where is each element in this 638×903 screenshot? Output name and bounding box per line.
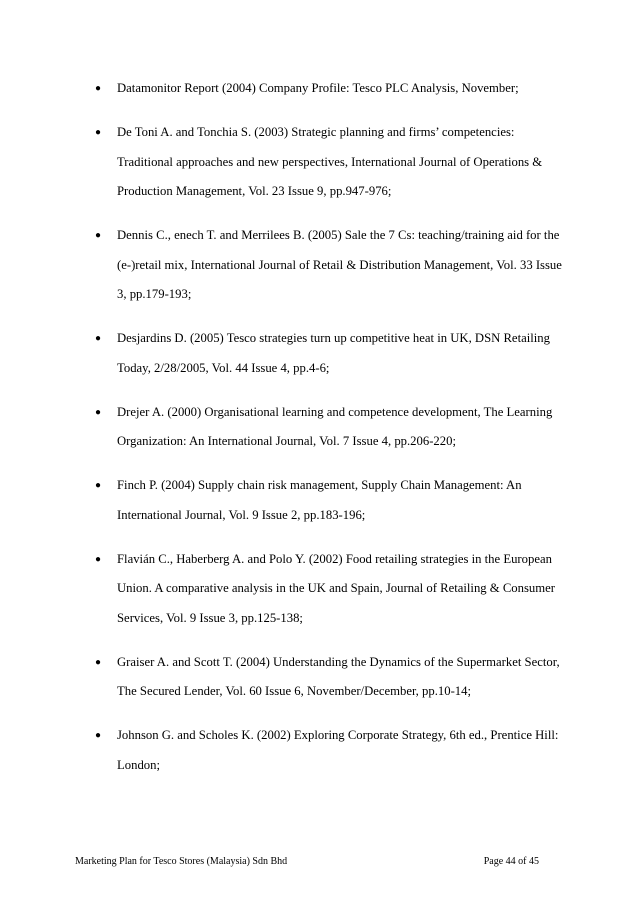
- bullet-icon: ●: [95, 730, 102, 741]
- reference-item: [95, 398, 565, 457]
- bullet-icon: ●: [95, 656, 102, 668]
- bullet-icon: ●: [95, 553, 102, 565]
- bullet-icon: ●: [95, 127, 102, 138]
- reference-list: [95, 74, 565, 795]
- reference-text: Graiser A. and Scott T. (2004) Understanding the Dynamics of the Supermarket Sector, The Secured Lender, Vol. 60 Issue 6, November/December, pp.10-14;: [117, 654, 560, 698]
- reference-item: [95, 545, 565, 634]
- footer-document-title: Marketing Plan for Tesco Stores (Malaysia) Sdn Bhd: [75, 856, 288, 867]
- reference-item: [95, 324, 565, 383]
- reference-text: Finch P. (2004) Supply chain risk management, Supply Chain Management: An International Journal, Vol. 9 Issue 2, pp.183-196;: [117, 478, 522, 522]
- reference-text: Flavián C., Haberberg A. and Polo Y. (2002) Food retailing strategies in the European Union. A comparative analysis in the UK and Spain, Journal of Retailing & Consumer Services, Vol. 9 Issue 3, pp.125-138;: [117, 551, 556, 625]
- reference-item: [95, 471, 565, 530]
- reference-text: Drejer A. (2000) Organisational learning and competence development, The Learning Organization: An International Journal, Vol. 7 Issue 4, pp.206-220;: [117, 404, 553, 448]
- bullet-icon: ●: [95, 333, 102, 344]
- reference-item: [95, 221, 565, 310]
- reference-text: Johnson G. and Scholes K. (2002) Exploring Corporate Strategy, 6th ed., Prentice Hill: London;: [117, 728, 559, 772]
- bullet-icon: ●: [95, 406, 102, 418]
- reference-item: [95, 648, 565, 707]
- reference-item: [95, 721, 565, 780]
- reference-item: [95, 74, 565, 104]
- reference-item: [95, 118, 565, 207]
- bullet-icon: ●: [95, 83, 102, 94]
- reference-text: Datamonitor Report (2004) Company Profile: Tesco PLC Analysis, November;: [117, 81, 519, 95]
- reference-text: De Toni A. and Tonchia S. (2003) Strategic planning and firms’ competencies: Traditional approaches and new perspectives, International Journal of Operations & Production Management, Vol. 23 Issue 9, pp.947-976;: [117, 125, 543, 198]
- reference-text: Dennis C., enech T. and Merrilees B. (2005) Sale the 7 Cs: teaching/training aid for the (e-)retail mix, International Journal of Retail & Distribution Management, Vol. 33 Issue 3, pp.179-193;: [117, 228, 562, 301]
- bullet-icon: ●: [95, 230, 102, 241]
- bullet-icon: ●: [95, 480, 102, 491]
- reference-text: Desjardins D. (2005) Tesco strategies turn up competitive heat in UK, DSN Retailing Today, 2/28/2005, Vol. 44 Issue 4, pp.4-6;: [117, 331, 550, 375]
- footer-page-number: Page 44 of 45: [483, 856, 539, 867]
